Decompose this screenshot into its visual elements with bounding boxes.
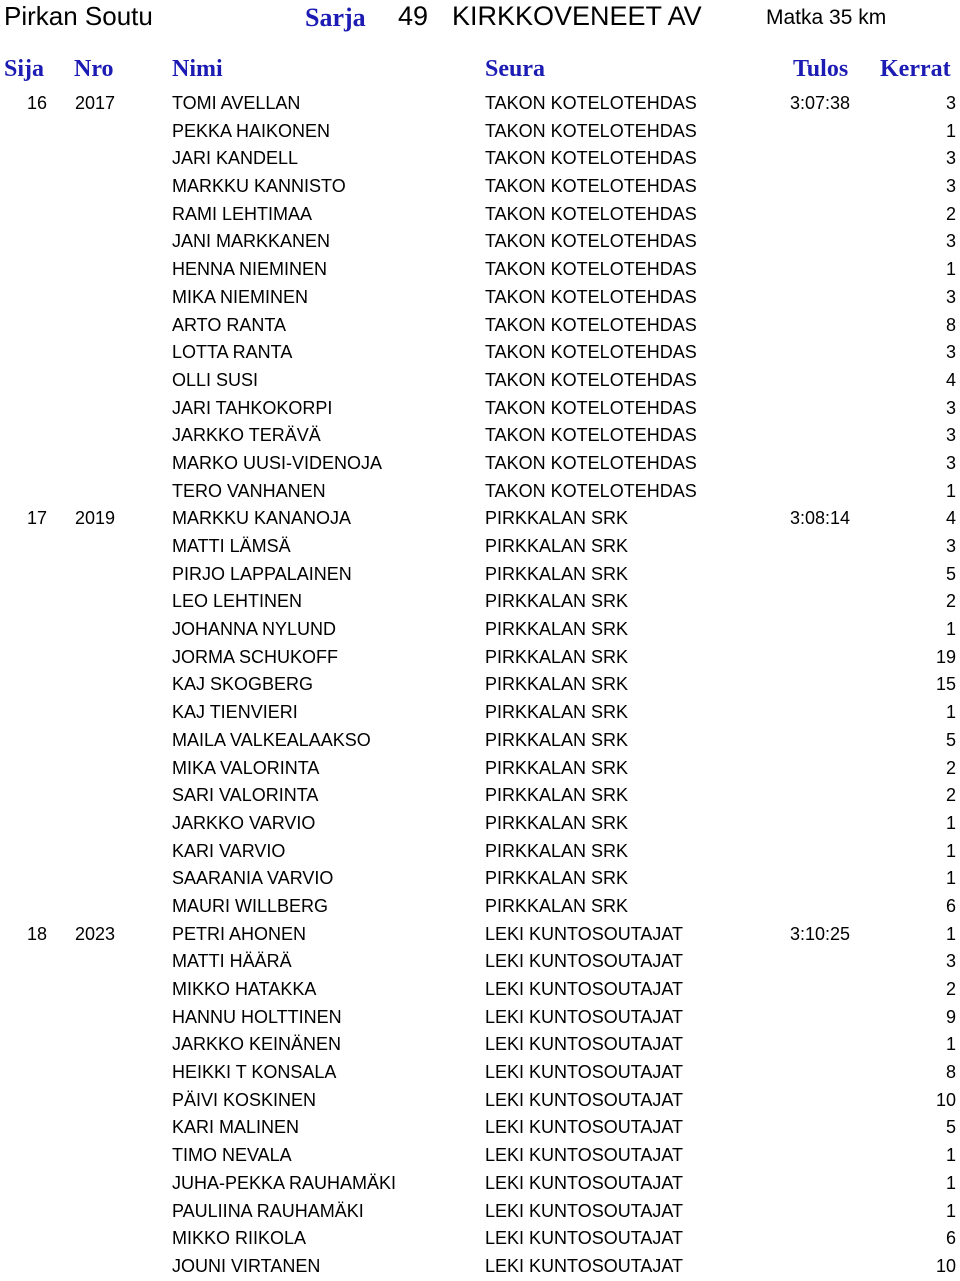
- cell-seura: PIRKKALAN SRK: [485, 563, 629, 584]
- table-row: [0, 921, 960, 949]
- table-row: [0, 1059, 960, 1087]
- cell-seura: TAKON KOTELOTEHDAS: [485, 93, 697, 113]
- cell-kerrat: 15: [935, 674, 956, 695]
- cell-nimi: MIKA VALORINTA: [172, 757, 320, 778]
- cell-seura: PIRKKALAN SRK: [485, 785, 629, 806]
- cell-seura: TAKON KOTELOTEHDAS: [485, 342, 697, 363]
- cell-nro: 2019: [75, 508, 116, 529]
- table-row: [0, 976, 960, 1004]
- cell-seura: TAKON KOTELOTEHDAS: [485, 176, 697, 197]
- table-row: [0, 173, 960, 201]
- cell-seura: PIRKKALAN SRK: [485, 757, 629, 778]
- cell-nimi: PÄIVI KOSKINEN: [172, 1089, 317, 1110]
- cell-kerrat: 1: [945, 1145, 956, 1166]
- table-row: [0, 1253, 960, 1281]
- cell-kerrat: 2: [945, 591, 956, 612]
- cell-seura: TAKON KOTELOTEHDAS: [485, 397, 697, 418]
- cell-seura: LEKI KUNTOSOUTAJAT: [485, 1089, 684, 1110]
- cell-seura: PIRKKALAN SRK: [485, 840, 629, 861]
- cell-kerrat: 10: [935, 1089, 956, 1110]
- cell-nimi: TIMO NEVALA: [172, 1145, 292, 1166]
- column-header-nimi: Nimi: [172, 56, 223, 82]
- cell-sija: 18: [27, 923, 48, 944]
- table-row: [0, 450, 960, 478]
- cell-seura: PIRKKALAN SRK: [485, 812, 629, 833]
- cell-kerrat: 4: [945, 369, 956, 390]
- table-row: [0, 1004, 960, 1032]
- table-row: [0, 1087, 960, 1115]
- cell-nimi: LOTTA RANTA: [172, 342, 293, 363]
- cell-kerrat: 3: [945, 231, 956, 252]
- cell-seura: TAKON KOTELOTEHDAS: [485, 120, 697, 141]
- cell-kerrat: 8: [945, 1062, 956, 1083]
- cell-kerrat: 6: [945, 1228, 956, 1249]
- cell-seura: LEKI KUNTOSOUTAJAT: [485, 1006, 684, 1027]
- cell-nro: 2023: [75, 923, 116, 944]
- table-row: [0, 90, 960, 118]
- table-row: [0, 228, 960, 256]
- table-row: [0, 1198, 960, 1226]
- column-header-seura: Seura: [485, 56, 545, 82]
- cell-seura: TAKON KOTELOTEHDAS: [485, 203, 697, 224]
- cell-seura: TAKON KOTELOTEHDAS: [485, 148, 697, 169]
- cell-nimi: TERO VANHANEN: [172, 480, 326, 501]
- cell-seura: LEKI KUNTOSOUTAJAT: [485, 1172, 684, 1193]
- cell-nro: 2017: [75, 93, 116, 113]
- cell-nimi: OLLI SUSI: [172, 369, 259, 390]
- cell-seura: LEKI KUNTOSOUTAJAT: [485, 951, 684, 972]
- table-row: [0, 1142, 960, 1170]
- cell-nimi: MATTI LÄMSÄ: [172, 536, 291, 556]
- column-header-kerrat: Kerrat: [880, 56, 951, 82]
- class-label: Sarja: [305, 3, 366, 32]
- table-row: [0, 616, 960, 644]
- class-number: 49: [398, 1, 429, 31]
- cell-seura: PIRKKALAN SRK: [485, 646, 629, 667]
- cell-sija: 17: [27, 508, 48, 529]
- cell-nimi: HENNA NIEMINEN: [172, 259, 328, 280]
- cell-seura: TAKON KOTELOTEHDAS: [485, 231, 697, 252]
- table-row: [0, 865, 960, 893]
- cell-seura: PIRKKALAN SRK: [485, 895, 629, 916]
- cell-seura: LEKI KUNTOSOUTAJAT: [485, 923, 684, 944]
- cell-seura: TAKON KOTELOTEHDAS: [485, 480, 697, 501]
- cell-nimi: SAARANIA VARVIO: [172, 868, 334, 889]
- table-row: [0, 810, 960, 838]
- cell-seura: PIRKKALAN SRK: [485, 702, 629, 723]
- cell-sija: 16: [27, 93, 48, 113]
- table-row: [0, 145, 960, 173]
- cell-nimi: PEKKA HAIKONEN: [172, 120, 331, 141]
- cell-kerrat: 3: [945, 342, 956, 363]
- table-row: [0, 284, 960, 312]
- cell-kerrat: 8: [945, 314, 956, 335]
- cell-seura: PIRKKALAN SRK: [485, 508, 629, 529]
- cell-seura: LEKI KUNTOSOUTAJAT: [485, 1200, 684, 1221]
- table-row: [0, 118, 960, 146]
- table-row: [0, 644, 960, 672]
- cell-nimi: MAILA VALKEALAAKSO: [172, 729, 371, 750]
- table-row: [0, 699, 960, 727]
- cell-kerrat: 3: [945, 176, 956, 197]
- cell-seura: TAKON KOTELOTEHDAS: [485, 369, 697, 390]
- cell-nimi: KAJ SKOGBERG: [172, 674, 314, 695]
- table-row: [0, 422, 960, 450]
- event-title: Pirkan Soutu: [4, 1, 153, 31]
- cell-tulos: 3:08:14: [790, 508, 851, 529]
- table-row: [0, 201, 960, 229]
- cell-seura: LEKI KUNTOSOUTAJAT: [485, 1145, 684, 1166]
- table-row: [0, 478, 960, 506]
- class-name: KIRKKOVENEET AV: [452, 1, 702, 31]
- cell-nimi: MIKA NIEMINEN: [172, 286, 309, 307]
- table-row: [0, 755, 960, 783]
- cell-kerrat: 3: [945, 536, 956, 556]
- cell-kerrat: 3: [945, 93, 956, 113]
- cell-seura: PIRKKALAN SRK: [485, 619, 629, 640]
- cell-nimi: HEIKKI T KONSALA: [172, 1062, 337, 1083]
- cell-kerrat: 1: [945, 702, 956, 723]
- table-row: [0, 948, 960, 976]
- cell-kerrat: 5: [945, 729, 956, 750]
- distance: Matka 35 km: [766, 6, 887, 29]
- cell-kerrat: 2: [945, 757, 956, 778]
- cell-kerrat: 10: [935, 1255, 956, 1276]
- cell-seura: PIRKKALAN SRK: [485, 536, 629, 556]
- column-header-tulos: Tulos: [793, 56, 849, 82]
- page-header: [0, 0, 960, 34]
- cell-kerrat: 2: [945, 979, 956, 999]
- table-row: [0, 588, 960, 616]
- column-headers: [0, 54, 960, 86]
- table-row: [0, 1170, 960, 1198]
- cell-kerrat: 1: [945, 1034, 956, 1055]
- cell-nimi: JARKKO VARVIO: [172, 812, 316, 833]
- cell-kerrat: 1: [945, 120, 956, 141]
- cell-kerrat: 1: [945, 923, 956, 944]
- cell-seura: PIRKKALAN SRK: [485, 591, 629, 612]
- table-row: [0, 256, 960, 284]
- table-row: [0, 671, 960, 699]
- cell-kerrat: 1: [945, 619, 956, 640]
- table-row: [0, 367, 960, 395]
- cell-nimi: LEO LEHTINEN: [172, 591, 303, 612]
- table-row: [0, 561, 960, 589]
- cell-kerrat: 1: [945, 812, 956, 833]
- cell-kerrat: 3: [945, 148, 956, 169]
- cell-nimi: JARKKO TERÄVÄ: [172, 425, 321, 446]
- column-header-nro: Nro: [74, 56, 114, 82]
- cell-nimi: JUHA-PEKKA RAUHAMÄKI: [172, 1172, 397, 1193]
- table-row: [0, 727, 960, 755]
- cell-kerrat: 1: [945, 840, 956, 861]
- cell-seura: LEKI KUNTOSOUTAJAT: [485, 1255, 684, 1276]
- table-row: [0, 312, 960, 340]
- cell-nimi: HANNU HOLTTINEN: [172, 1006, 342, 1027]
- cell-tulos: 3:07:38: [790, 93, 851, 113]
- cell-seura: LEKI KUNTOSOUTAJAT: [485, 1062, 684, 1083]
- cell-kerrat: 6: [945, 895, 956, 916]
- cell-kerrat: 3: [945, 397, 956, 418]
- cell-nimi: MARKKU KANANOJA: [172, 508, 352, 529]
- cell-kerrat: 2: [945, 203, 956, 224]
- table-row: [0, 1225, 960, 1253]
- cell-kerrat: 1: [945, 480, 956, 501]
- table-row: [0, 1031, 960, 1059]
- cell-kerrat: 19: [935, 646, 956, 667]
- cell-kerrat: 4: [945, 508, 956, 529]
- cell-kerrat: 9: [945, 1006, 956, 1027]
- cell-seura: TAKON KOTELOTEHDAS: [485, 259, 697, 280]
- cell-tulos: 3:10:25: [790, 923, 851, 944]
- cell-nimi: TOMI AVELLAN: [172, 93, 301, 113]
- table-row: [0, 893, 960, 921]
- cell-nimi: MIKKO RIIKOLA: [172, 1228, 307, 1249]
- cell-kerrat: 1: [945, 1172, 956, 1193]
- table-row: [0, 782, 960, 810]
- cell-nimi: JORMA SCHUKOFF: [172, 646, 339, 667]
- cell-seura: PIRKKALAN SRK: [485, 674, 629, 695]
- cell-nimi: SARI VALORINTA: [172, 785, 319, 806]
- cell-nimi: JARI KANDELL: [172, 148, 299, 169]
- cell-seura: TAKON KOTELOTEHDAS: [485, 425, 697, 446]
- cell-seura: LEKI KUNTOSOUTAJAT: [485, 1117, 684, 1138]
- cell-nimi: KAJ TIENVIERI: [172, 702, 298, 723]
- cell-nimi: JARI TAHKOKORPI: [172, 397, 333, 418]
- cell-nimi: JOHANNA NYLUND: [172, 619, 337, 640]
- cell-nimi: MARKKU KANNISTO: [172, 176, 346, 197]
- cell-nimi: MATTI HÄÄRÄ: [172, 951, 292, 972]
- cell-kerrat: 5: [945, 563, 956, 584]
- cell-nimi: MAURI WILLBERG: [172, 895, 329, 916]
- cell-seura: LEKI KUNTOSOUTAJAT: [485, 1228, 684, 1249]
- cell-nimi: PETRI AHONEN: [172, 923, 307, 944]
- table-row: [0, 1114, 960, 1142]
- cell-seura: LEKI KUNTOSOUTAJAT: [485, 1034, 684, 1055]
- cell-kerrat: 1: [945, 868, 956, 889]
- cell-kerrat: 5: [945, 1117, 956, 1138]
- cell-nimi: RAMI LEHTIMAA: [172, 203, 313, 224]
- cell-nimi: MIKKO HATAKKA: [172, 979, 317, 999]
- cell-nimi: JANI MARKKANEN: [172, 231, 331, 252]
- cell-seura: TAKON KOTELOTEHDAS: [485, 286, 697, 307]
- results-table: [0, 90, 960, 1281]
- cell-kerrat: 3: [945, 452, 956, 473]
- cell-kerrat: 1: [945, 259, 956, 280]
- cell-nimi: KARI MALINEN: [172, 1117, 300, 1138]
- table-row: [0, 838, 960, 866]
- cell-kerrat: 2: [945, 785, 956, 806]
- cell-nimi: PIRJO LAPPALAINEN: [172, 563, 352, 584]
- cell-nimi: JARKKO KEINÄNEN: [172, 1034, 342, 1055]
- cell-nimi: PAULIINA RAUHAMÄKI: [172, 1200, 364, 1221]
- table-row: [0, 339, 960, 367]
- cell-nimi: ARTO RANTA: [172, 314, 287, 335]
- column-header-sija: Sija: [4, 56, 45, 82]
- table-row: [0, 533, 960, 561]
- cell-kerrat: 3: [945, 286, 956, 307]
- cell-seura: PIRKKALAN SRK: [485, 868, 629, 889]
- cell-kerrat: 3: [945, 425, 956, 446]
- cell-seura: TAKON KOTELOTEHDAS: [485, 314, 697, 335]
- cell-nimi: KARI VARVIO: [172, 840, 286, 861]
- cell-seura: LEKI KUNTOSOUTAJAT: [485, 979, 684, 999]
- cell-kerrat: 1: [945, 1200, 956, 1221]
- cell-seura: PIRKKALAN SRK: [485, 729, 629, 750]
- table-row: [0, 395, 960, 423]
- table-row: [0, 505, 960, 533]
- cell-nimi: JOUNI VIRTANEN: [172, 1255, 321, 1276]
- cell-nimi: MARKO UUSI-VIDENOJA: [172, 452, 383, 473]
- cell-seura: TAKON KOTELOTEHDAS: [485, 452, 697, 473]
- cell-kerrat: 3: [945, 951, 956, 972]
